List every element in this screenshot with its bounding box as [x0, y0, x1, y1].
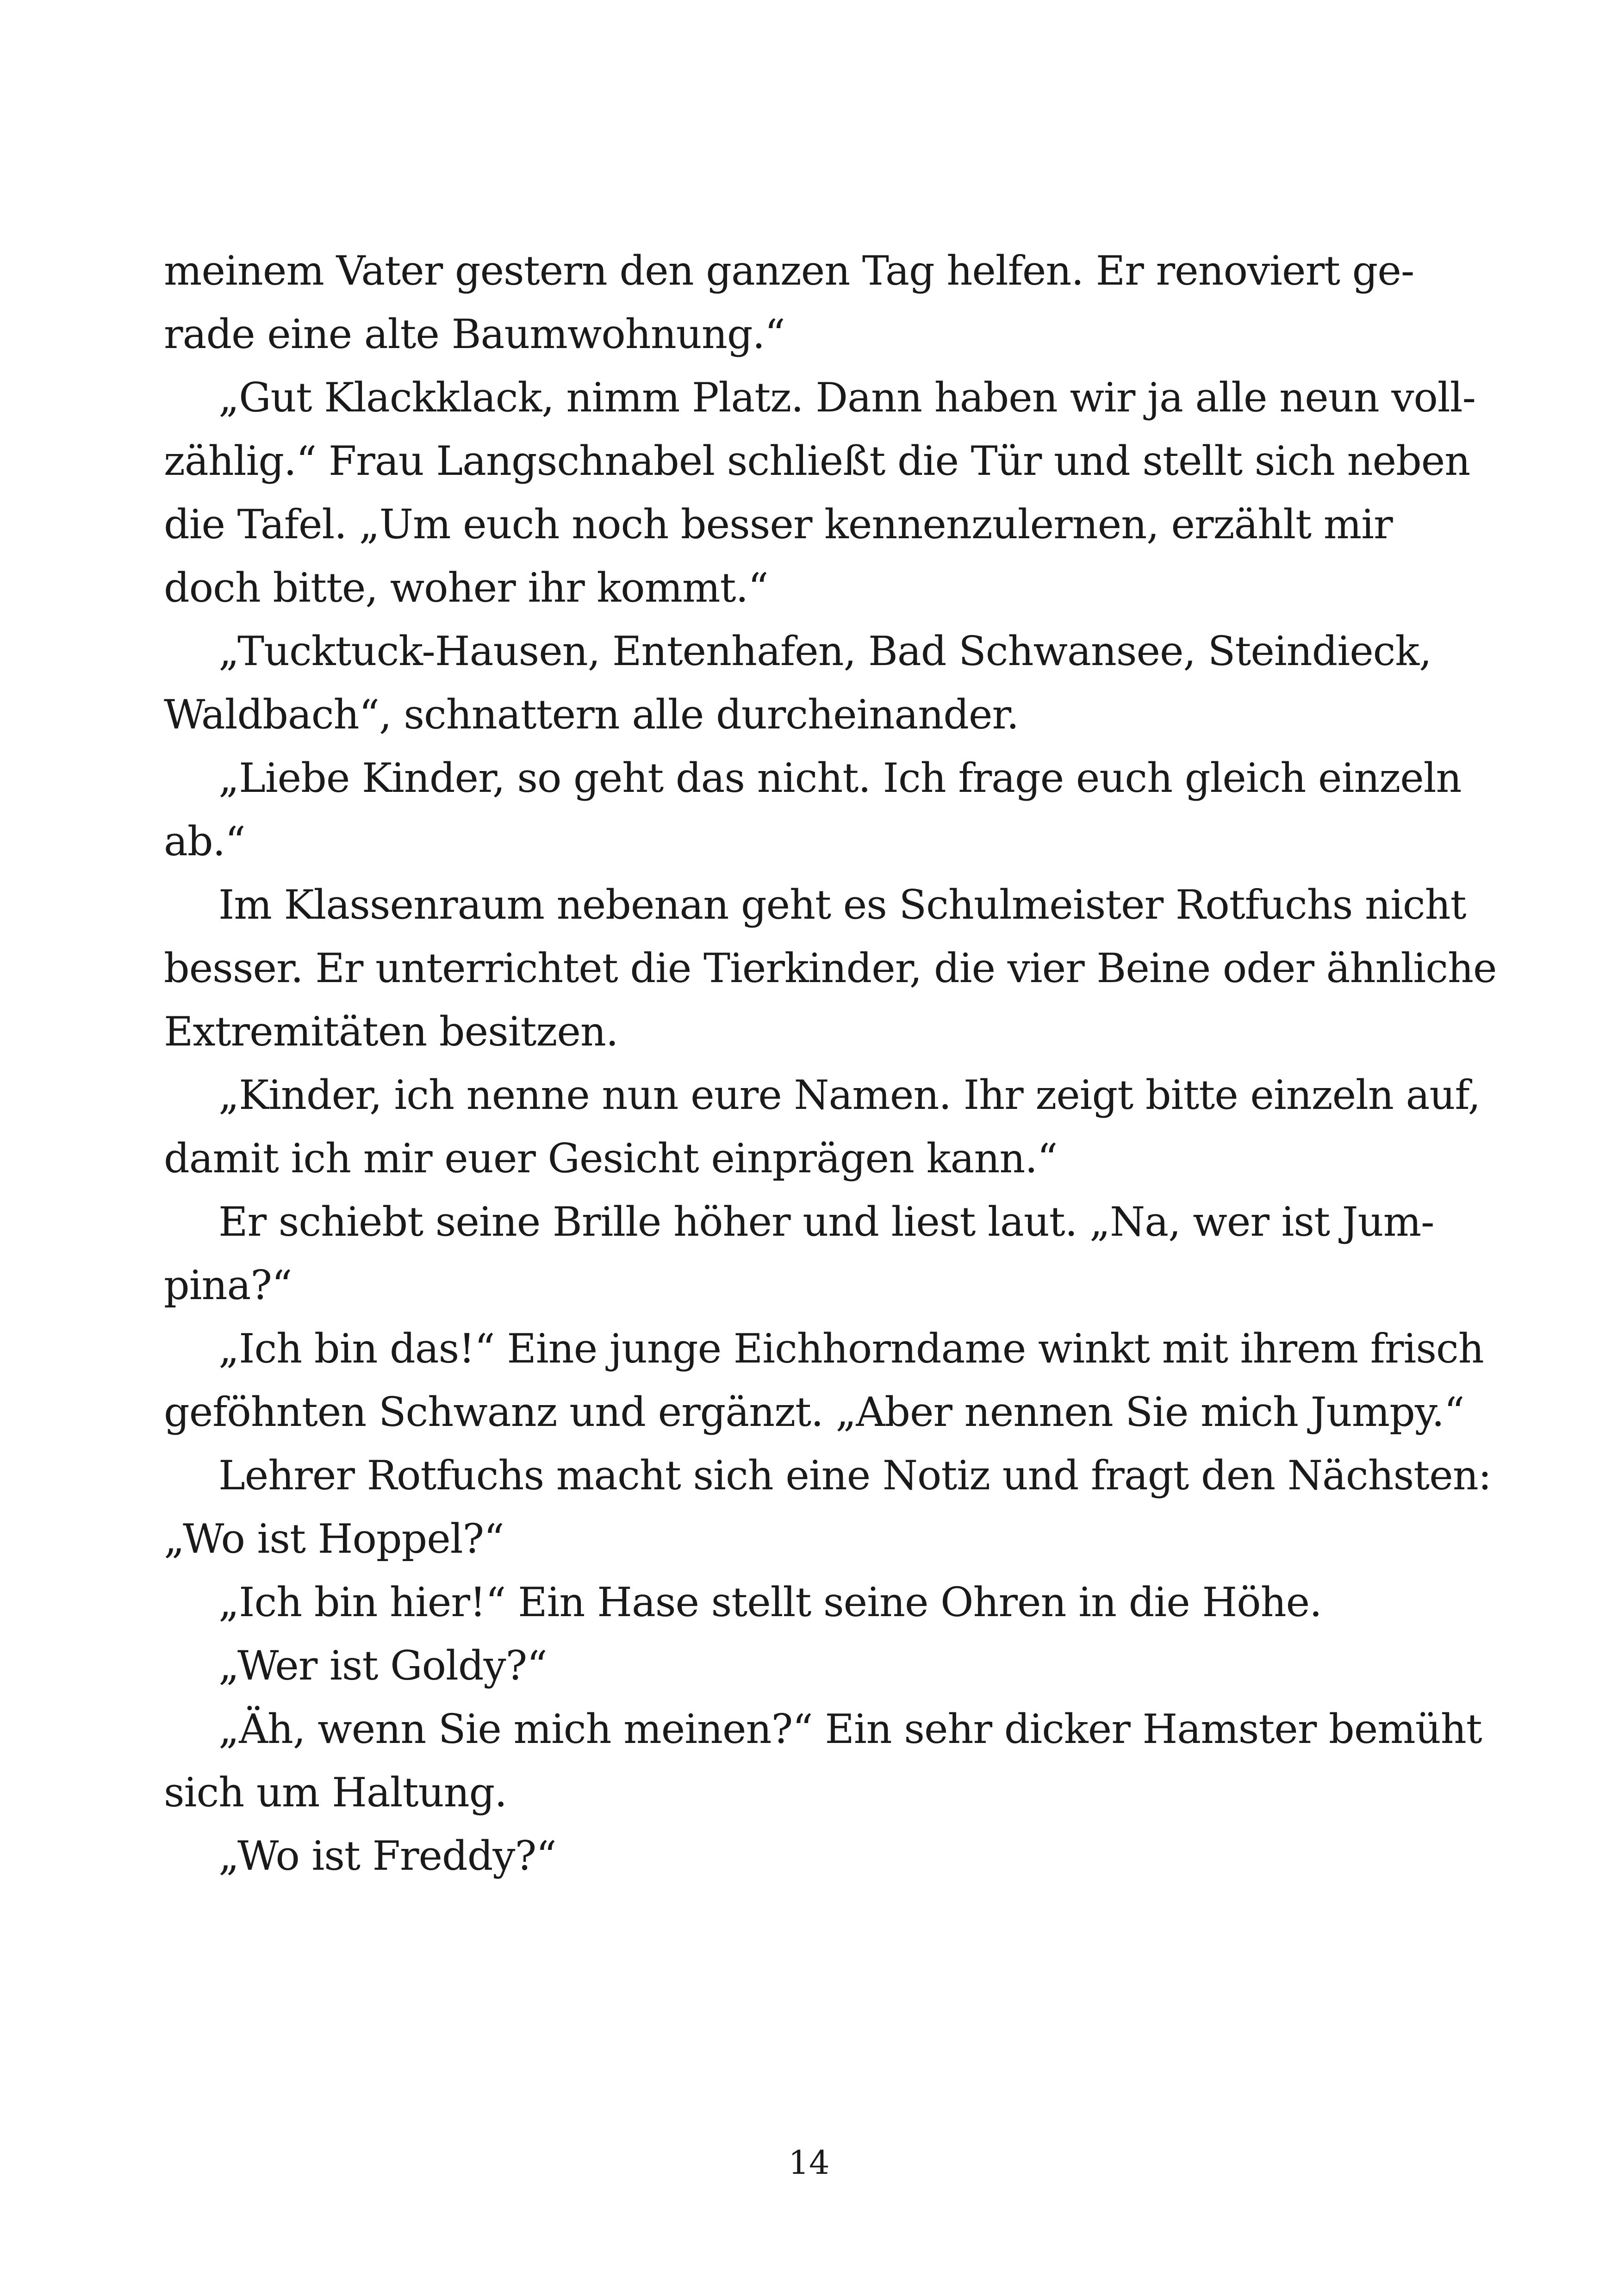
- text-line: damit ich mir euer Gesicht einprägen kann.“: [164, 1135, 1058, 1182]
- text-line: ab.“: [164, 818, 245, 865]
- text-line: „Gut Klackklack, nimm Platz. Dann haben wir ja alle neun voll-: [218, 374, 1475, 421]
- text-line: „Tucktuck-Hausen, Entenhafen, Bad Schwansee, Steindieck,: [218, 628, 1431, 675]
- text-line: „Liebe Kinder, so geht das nicht. Ich frage euch gleich einzeln: [218, 754, 1462, 802]
- text-line: Im Klassenraum nebenan geht es Schulmeister Rotfuchs nicht: [218, 881, 1466, 928]
- text-line: besser. Er unterrichtet die Tierkinder, die vier Beine oder ähnliche: [164, 945, 1497, 992]
- text-line: „Wo ist Freddy?“: [218, 1832, 556, 1879]
- text-line: zählig.“ Frau Langschnabel schließt die Tür und stellt sich neben: [164, 437, 1470, 485]
- text-line: rade eine alte Baumwohnung.“: [164, 311, 785, 358]
- text-line: doch bitte, woher ihr kommt.“: [164, 564, 768, 611]
- text-line: geföhnten Schwanz und ergänzt. „Aber nennen Sie mich Jumpy.“: [164, 1388, 1464, 1436]
- text-line: Extremitäten besitzen.: [164, 1008, 618, 1055]
- text-line: die Tafel. „Um euch noch besser kennenzulernen, erzählt mir: [164, 501, 1393, 548]
- text-line: meinem Vater gestern den ganzen Tag helfen. Er renoviert ge-: [164, 247, 1414, 294]
- text-line: „Ich bin hier!“ Ein Hase stellt seine Ohren in die Höhe.: [218, 1579, 1322, 1626]
- text-line: „Wer ist Goldy?“: [218, 1642, 547, 1689]
- text-line: „Ich bin das!“ Eine junge Eichhorndame winkt mit ihrem frisch: [218, 1325, 1484, 1372]
- text-line: „Äh, wenn Sie mich meinen?“ Ein sehr dicker Hamster bemüht: [218, 1705, 1482, 1753]
- text-line: „Kinder, ich nenne nun eure Namen. Ihr zeigt bitte einzeln auf,: [218, 1071, 1481, 1119]
- text-line: Lehrer Rotfuchs macht sich eine Notiz und fragt den Nächsten:: [218, 1452, 1492, 1499]
- text-line: „Wo ist Hoppel?“: [164, 1515, 504, 1562]
- page-number: 14: [788, 2144, 830, 2182]
- text-line: Waldbach“, schnattern alle durcheinander.: [164, 691, 1019, 738]
- text-line: pina?“: [164, 1262, 292, 1309]
- text-line: sich um Haltung.: [164, 1769, 507, 1816]
- text-line: Er schiebt seine Brille höher und liest laut. „Na, wer ist Jum-: [218, 1198, 1434, 1245]
